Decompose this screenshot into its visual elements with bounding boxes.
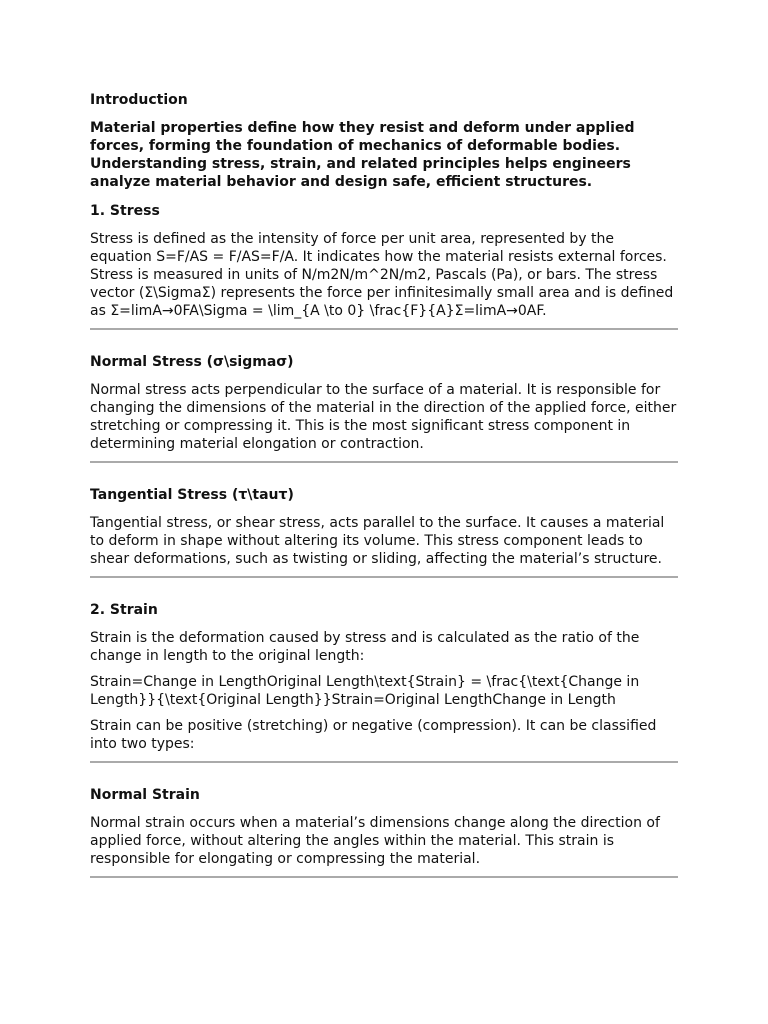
strain-formula: Strain=Change in LengthOriginal Length\text{Strain} = \frac{\text{Change in Length}}{\text{Original Length}}Strain=Original LengthChange in Length xyxy=(90,674,640,708)
intro-paragraph: Material properties define how they resist and deform under applied forces, forming the foundation of mechanics of deformable bodies. Understanding stress, strain, and related principles helps engineers analyze material behavior and design safe, efficient structures. xyxy=(90,120,635,190)
normal-stress-heading: Normal Stress (σ\sigmaσ) xyxy=(90,354,294,370)
intro-heading: Introduction xyxy=(90,92,188,108)
stress-paragraph: Stress is defined as the intensity of force per unit area, represented by the equation S=F/AS = F/AS=F/A. It indicates how the material resists external forces. Stress is measured in units of N/m2N/m^2N/m2, Pascals (Pa), or bars. The stress vector (Σ\SigmaΣ) represents the force per infinitesimally small area and is defined as Σ=limA→0FA\Sigma = \lim_{A \to 0} \frac{F}{A}Σ=limA→0AF. xyxy=(90,231,674,319)
divider xyxy=(90,461,678,463)
divider xyxy=(90,576,678,578)
normal-strain-paragraph: Normal strain occurs when a material’s dimensions change along the direction of applied force, without altering the angles within the material. This strain is responsible for elongating or compressing the material. xyxy=(90,815,660,867)
divider xyxy=(90,876,678,878)
tangential-stress-paragraph: Tangential stress, or shear stress, acts parallel to the surface. It causes a material to deform in shape without altering its volume. This stress component leads to shear deformations, such as twisting or sliding, affecting the material’s structure. xyxy=(90,515,665,567)
stress-heading: 1. Stress xyxy=(90,203,160,219)
document-content xyxy=(90,92,678,878)
divider xyxy=(90,328,678,330)
normal-strain-heading: Normal Strain xyxy=(90,787,200,803)
strain-heading: 2. Strain xyxy=(90,602,158,618)
strain-classification-paragraph: Strain can be positive (stretching) or negative (compression). It can be classified into two types: xyxy=(90,718,657,752)
strain-paragraph: Strain is the deformation caused by stress and is calculated as the ratio of the change in length to the original length: xyxy=(90,630,640,664)
tangential-stress-heading: Tangential Stress (τ\tauτ) xyxy=(90,487,294,503)
divider xyxy=(90,761,678,763)
normal-stress-paragraph: Normal stress acts perpendicular to the surface of a material. It is responsible for changing the dimensions of the material in the direction of the applied force, either stretching or compressing it. This is the most significant stress component in determining material elongation or contraction. xyxy=(90,382,677,452)
